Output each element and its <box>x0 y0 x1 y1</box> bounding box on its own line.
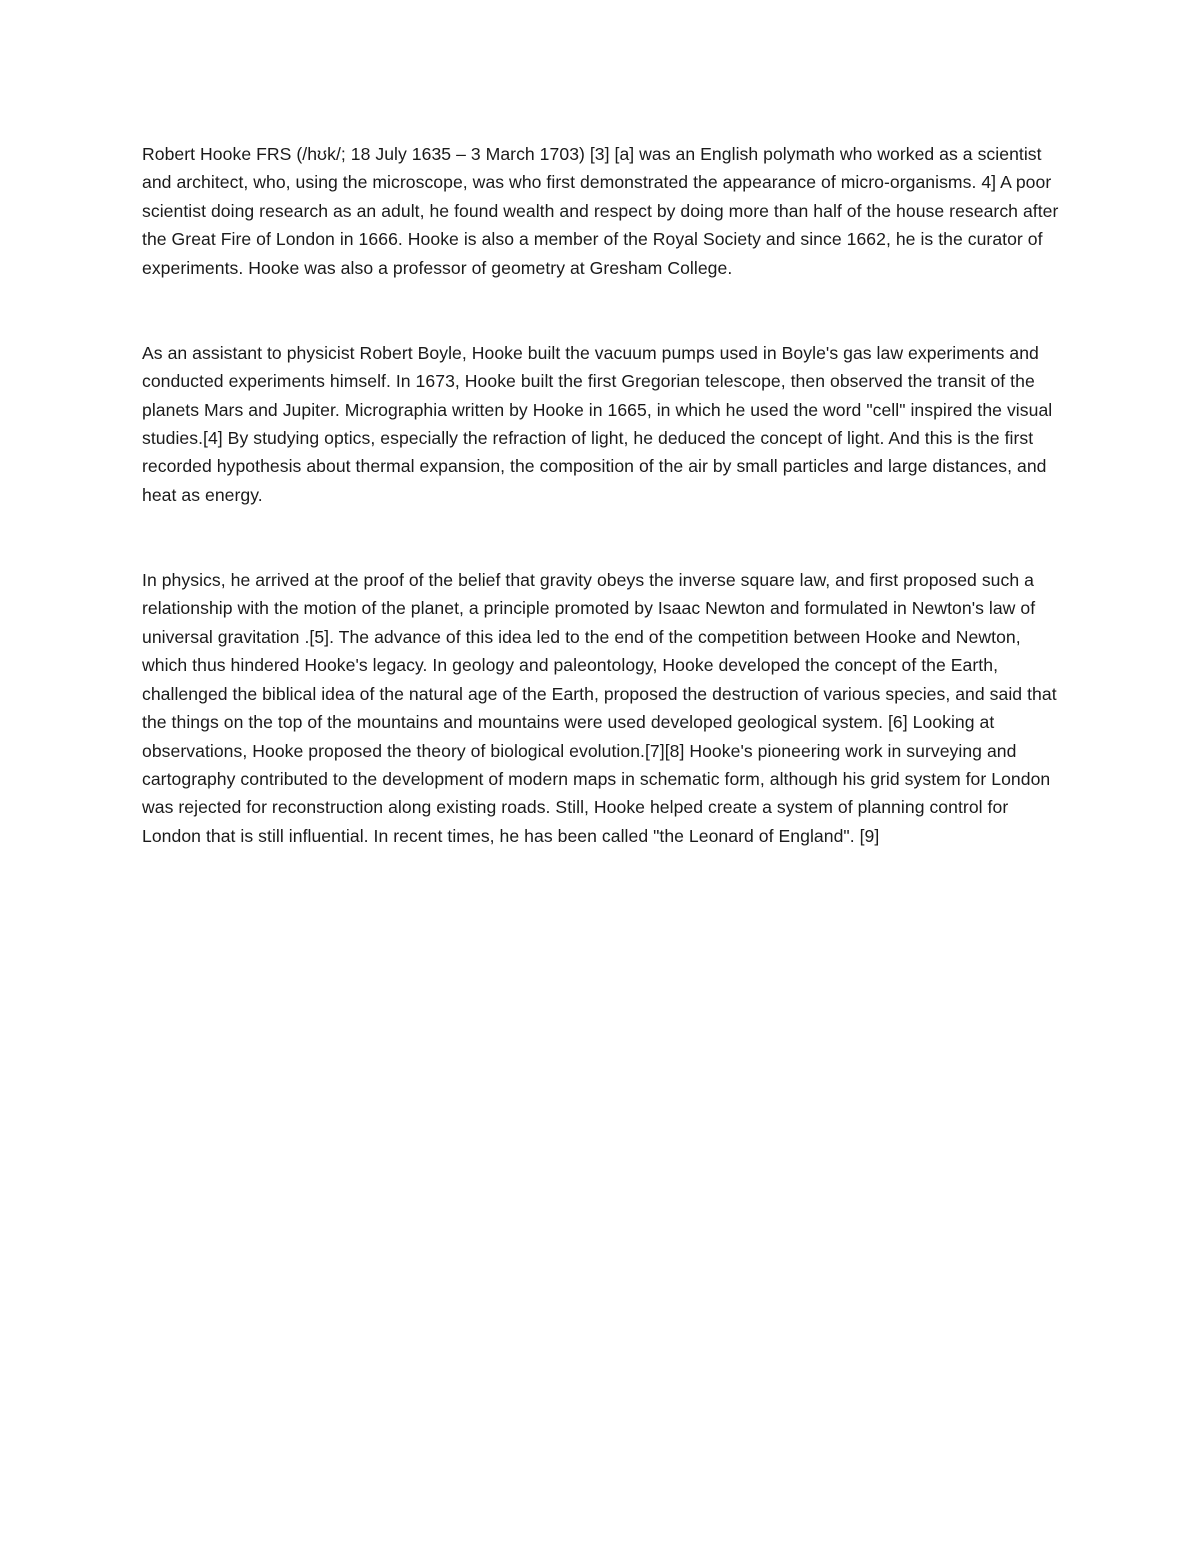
paragraph-hooke-intro: Robert Hooke FRS (/hʊk/; 18 July 1635 – 3 March 1703) [3] [a] was an English polymath who worked as a scientist and architect, who, using the microscope, was who first demonstrated the appearance of micro-organisms. 4] A poor scientist doing research as an adult, he found wealth and respect by doing more than half of the house research after the Great Fire of London in 1666. Hooke is also a member of the Royal Society and since 1662, he is the curator of experiments. Hooke was also a professor of geometry at Gresham College. <box>142 144 1059 278</box>
paragraph-boyle-assistant: As an assistant to physicist Robert Boyle, Hooke built the vacuum pumps used in Boyle's gas law experiments and conducted experiments himself. In 1673, Hooke built the first Gregorian telescope, then observed the transit of the planets Mars and Jupiter. Micrographia written by Hooke in 1665, in which he used the word "cell" inspired the visual studies.[4] By studying optics, especially the refraction of light, he deduced the concept of light. And this is the first recorded hypothesis about thermal expansion, the composition of the air by small particles and large distances, and heat as energy. <box>142 342 1053 505</box>
paragraph-physics-geology: In physics, he arrived at the proof of the belief that gravity obeys the inverse square law, and first proposed such a relationship with the motion of the planet, a principle promoted by Isaac Newton and formulated in Newton's law of universal gravitation .[5]. The advance of this idea led to the end of the competition between Hooke and Newton, which thus hindered Hooke's legacy. In geology and paleontology, Hooke developed the concept of the Earth, challenged the biblical idea of the natural age of the Earth, proposed the destruction of various species, and said that the things on the top of the mountains and mountains were used developed geological system. [6] Looking at observations, Hooke proposed the theory of biological evolution.[7][8] Hooke's pioneering work in surveying and cartography contributed to the development of modern maps in schematic form, although his grid system for London was rejected for reconstruction along existing roads. Still, Hooke helped create a system of planning control for London that is still influential. In recent times, he has been called "the Leonard of England". [9] <box>142 570 1057 846</box>
document-body <box>142 140 1062 907</box>
